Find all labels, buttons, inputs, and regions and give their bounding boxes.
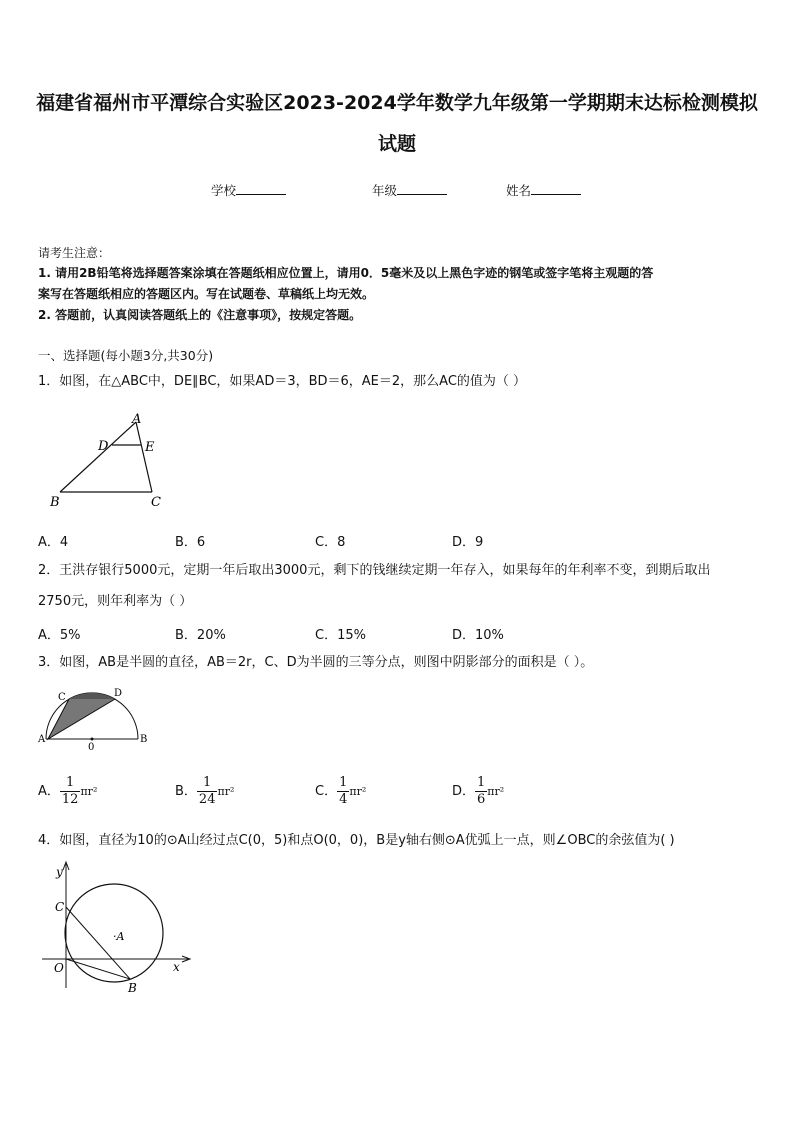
q3-label-c: C: [58, 692, 66, 703]
q3-option-b-den: 24: [198, 792, 216, 807]
q3-option-b-fraction: [197, 775, 218, 808]
q3-semicircle-figure: [36, 684, 156, 752]
name-blank: [531, 182, 581, 195]
q1-option-c: C．8: [315, 535, 346, 550]
q3-option-d-suffix: πr²: [487, 785, 505, 798]
notice-item-1: 1. 请用2B铅笔将选择题答案涂填在答题纸相应位置上，请用0．5毫米及以上黑色字迹的钢笔或签字笔将主观题的答: [38, 266, 654, 280]
q3-option-a-den: 12: [61, 792, 79, 807]
q3-option-d-fraction: [475, 775, 487, 808]
q3-label-o: 0: [88, 742, 95, 752]
q3-option-a: [38, 775, 97, 808]
question-1-text: 1．如图，在△ABC中，DE∥BC，如果AD＝3，BD＝6，AE＝2，那么AC的值为（ ）: [38, 374, 527, 389]
q3-option-d-letter: D．: [452, 784, 476, 799]
q3-option-c-letter: C．: [315, 784, 338, 799]
grade-field: [372, 181, 447, 199]
q3-label-b: B: [140, 734, 148, 745]
q4-label-c: C: [55, 900, 65, 914]
q3-option-c-num: 1: [339, 775, 348, 790]
q4-label-a: ·A: [113, 930, 125, 943]
q3-option-c-suffix: πr²: [349, 785, 367, 798]
school-blank: [236, 182, 286, 195]
name-label: 姓名: [506, 183, 532, 198]
question-3-text: 3．如图，AB是半圆的直径，AB＝2r，C、D为半圆的三等分点，则图中阴影部分的面积是（ ）。: [38, 655, 594, 670]
q3-option-a-letter: A．: [38, 784, 60, 799]
question-2-line1: 2．王洪存银行5000元，定期一年后取出3000元，剩下的钱继续定期一年存入，如果每年的年利率不变，到期后取出: [38, 563, 711, 578]
q1-option-a: A．4: [38, 535, 69, 550]
q1-label-b: B: [50, 495, 60, 510]
q4-label-o: O: [54, 961, 64, 975]
notice-item-2: 2. 答题前，认真阅读答题纸上的《注意事项》，按规定答题。: [38, 308, 362, 322]
school-field: [211, 181, 286, 199]
q3-option-d-num: 1: [477, 775, 486, 790]
q2-option-a: A．5%: [38, 628, 81, 643]
q3-option-b: [175, 775, 234, 808]
q3-option-a-num: 1: [60, 775, 81, 792]
q2-option-d: D．10%: [452, 628, 504, 643]
q3-option-d: [452, 775, 504, 808]
page-title-line2: 试题: [377, 133, 416, 155]
q3-option-d-den: 6: [477, 792, 486, 807]
q3-option-b-letter: B．: [175, 784, 197, 799]
grade-blank: [397, 182, 447, 195]
notice-item-1-cont: 案写在答题纸相应的答题区内。写在试题卷、草稿纸上均无效。: [38, 287, 375, 301]
q3-option-c-den: 4: [339, 792, 348, 807]
q3-option-a-fraction: [60, 775, 81, 808]
q1-label-d: D: [98, 439, 109, 454]
q3-option-a-suffix: πr²: [80, 785, 98, 798]
q3-label-d: D: [114, 688, 123, 699]
q4-circle-figure: [36, 858, 196, 998]
q1-triangle-figure: [40, 408, 180, 516]
notice-heading: 请考生注意：: [38, 246, 111, 260]
name-field: [506, 181, 581, 199]
page-title: 福建省福州市平潭综合实验区2023-2024学年数学九年级第一学期期末达标检测模拟: [36, 92, 758, 114]
q3-option-c-fraction: [337, 775, 349, 808]
q4-label-b: B: [128, 981, 137, 995]
q1-label-a: A: [132, 412, 142, 427]
school-label: 学校: [211, 183, 237, 198]
q3-option-c: [315, 775, 366, 808]
q4-label-y: y: [56, 865, 63, 879]
q1-label-c: C: [151, 495, 161, 510]
grade-label: 年级: [372, 183, 398, 198]
question-2-line2: 2750元，则年利率为（ ）: [38, 594, 193, 609]
question-4-text: 4．如图，直径为10的⊙A山经过点C(0，5)和点O(0，0)，B是y轴右侧⊙A优弧上一点，则∠OBC的余弦值为( ): [38, 833, 675, 848]
q3-option-b-num: 1: [197, 775, 218, 792]
q2-option-b: B．20%: [175, 628, 226, 643]
section-heading: 一、选择题(每小题3分,共30分): [38, 348, 214, 363]
q2-option-c: C．15%: [315, 628, 366, 643]
q3-label-a: A: [38, 734, 46, 745]
q4-label-x: x: [173, 960, 180, 974]
q3-option-b-suffix: πr²: [217, 785, 235, 798]
q1-option-b: B．6: [175, 535, 206, 550]
q1-option-d: D．9: [452, 535, 484, 550]
q1-label-e: E: [145, 440, 155, 455]
